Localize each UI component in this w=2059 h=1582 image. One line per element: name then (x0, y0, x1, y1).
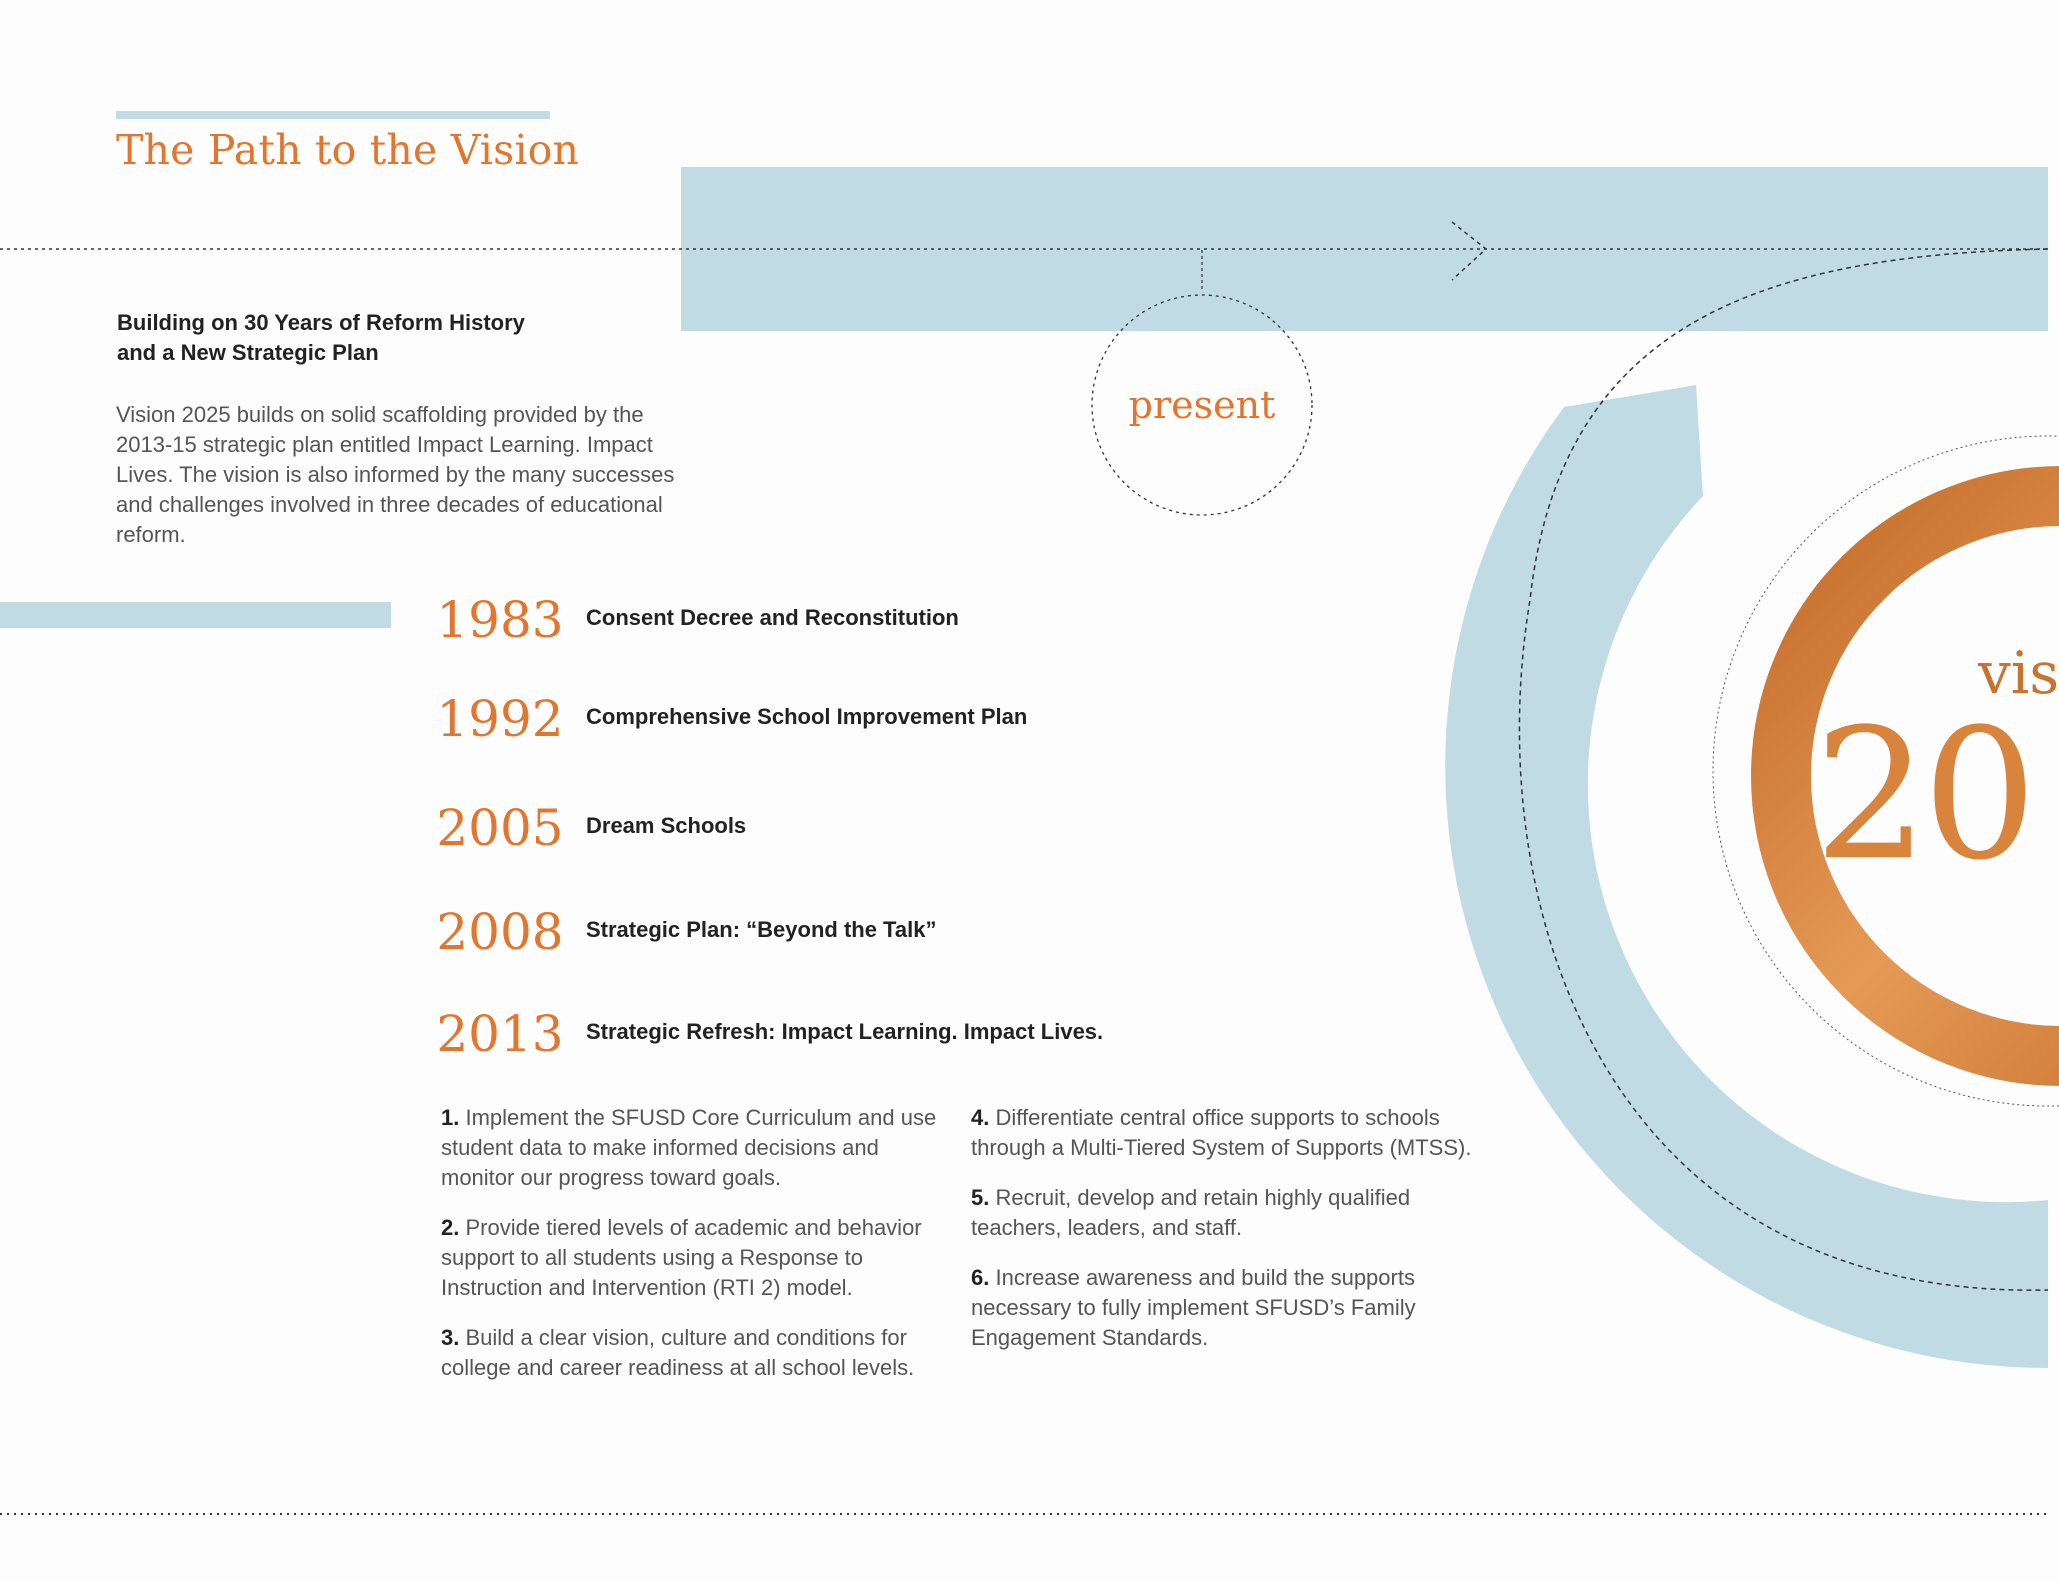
vision-word: vis (1978, 639, 2059, 707)
goal-number: 1. (441, 1105, 460, 1130)
left-band (0, 602, 391, 628)
timeline-year: 2005 (436, 799, 564, 857)
timeline-year: 2013 (436, 1005, 564, 1063)
timeline-year: 1992 (436, 690, 564, 748)
subhead-line-2: and a New Strategic Plan (117, 340, 379, 365)
timeline-year: 1983 (436, 591, 564, 649)
goal-text: Recruit, develop and retain highly qualified teachers, leaders, and staff. (971, 1185, 1411, 1240)
goal-number: 6. (971, 1265, 990, 1290)
goal-text: Increase awareness and build the supports necessary to fully implement SFUSD’s Family Engagement Standards. (971, 1265, 1416, 1350)
goal-item (441, 1103, 951, 1193)
timeline-event: Consent Decree and Reconstitution (586, 605, 959, 630)
section-subhead (117, 308, 677, 368)
goal-text: Differentiate central office supports to schools through a Multi-Tiered System of Supports (MTSS). (971, 1105, 1472, 1160)
vision-year: 20 (1814, 691, 2032, 900)
goal-number: 5. (971, 1185, 990, 1210)
goal-number: 2. (441, 1215, 460, 1240)
goal-item (971, 1263, 1481, 1353)
timeline-event: Comprehensive School Improvement Plan (586, 704, 1028, 729)
goal-text: Implement the SFUSD Core Curriculum and use student data to make informed decisions and monitor our progress toward goals. (441, 1105, 937, 1190)
goal-text: Provide tiered levels of academic and behavior support to all students using a Response to Instruction and Intervention (RTI 2) model. (441, 1215, 922, 1300)
intro-paragraph: Vision 2025 builds on solid scaffolding provided by the 2013-15 strategic plan entitled Impact Learning. Impact Lives. The vision is also informed by the many successes and challenges involved in three decades of educational reform. (116, 402, 675, 547)
present-label: present (1128, 383, 1276, 427)
goal-number: 4. (971, 1105, 990, 1130)
goal-item (971, 1183, 1481, 1243)
timeline-event: Strategic Plan: “Beyond the Talk” (586, 917, 937, 942)
goal-item (441, 1213, 951, 1303)
goal-text: Build a clear vision, culture and conditions for college and career readiness at all school levels. (441, 1325, 915, 1380)
page-title: The Path to the Vision (116, 126, 580, 174)
timeline-year: 2008 (436, 903, 564, 961)
goal-item (971, 1103, 1481, 1163)
goals-column-right (971, 1103, 1481, 1373)
title-accent-bar (116, 111, 550, 119)
timeline-event: Strategic Refresh: Impact Learning. Impact Lives. (586, 1019, 1104, 1044)
goal-number: 3. (441, 1325, 460, 1350)
subhead-line-1: Building on 30 Years of Reform History (117, 310, 525, 335)
timeline-event: Dream Schools (586, 813, 747, 838)
goal-item (441, 1323, 951, 1383)
goals-column-left (441, 1103, 951, 1403)
